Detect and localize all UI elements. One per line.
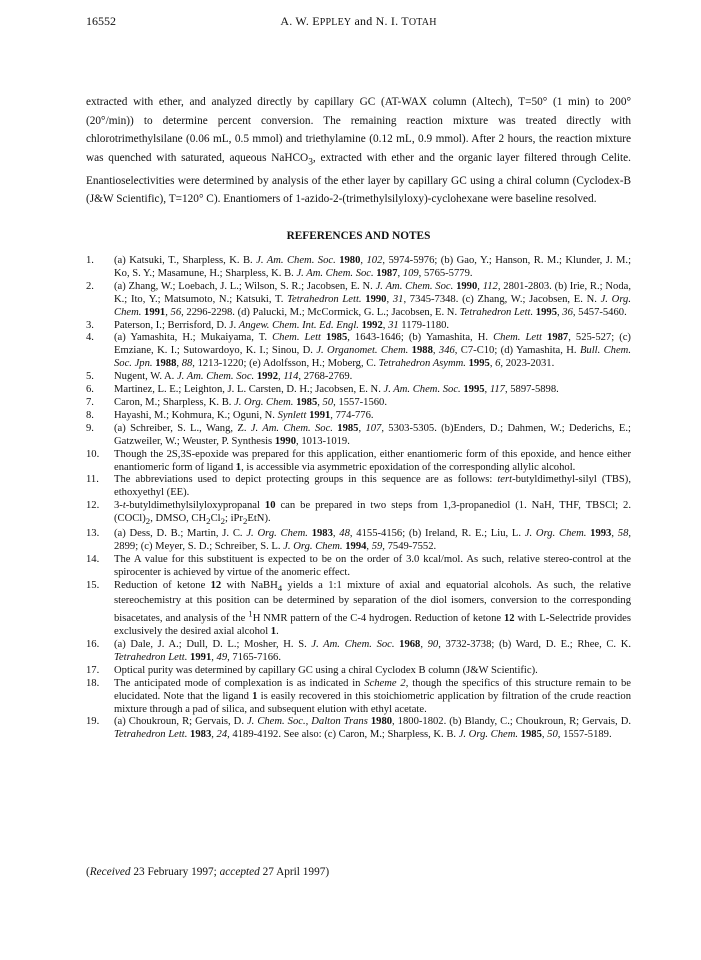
reference-item	[86, 580, 631, 639]
text-run: , 1800-1802. (b) Blandy, C.; Choukroun, R; Gervais, D.	[392, 716, 631, 728]
text-run: (a) Choukroun, R; Gervais, D.	[114, 716, 247, 728]
reference-item	[86, 716, 631, 742]
text-run: with L-Selectride provides exclusively the desired axial alcohol	[114, 613, 631, 638]
text-run: (a) Schreiber, S. L., Wang, Z.	[114, 422, 251, 434]
reference-text	[114, 397, 387, 408]
reference-number: 4.	[86, 332, 94, 344]
text-run: 10	[264, 500, 276, 512]
reference-number: 15.	[86, 579, 100, 591]
reference-text	[114, 474, 631, 498]
text-run: 1	[248, 608, 253, 619]
text-run: Though the 2S,3S-epoxide was prepared for this application, either enantiomeric form of this epoxide, and hence either enantiomeric form of ligand	[114, 448, 631, 473]
text-run: , 774-776.	[330, 409, 374, 421]
text-run: J. Org. Chem.	[458, 729, 519, 741]
text-run: 1990	[456, 280, 478, 292]
reference-number: 5.	[86, 371, 94, 383]
text-run: ,	[386, 293, 393, 305]
text-run: , 7549-7552.	[382, 541, 437, 553]
text-run: J. Org. Chem.	[524, 528, 587, 540]
text-run: 36	[562, 306, 573, 318]
text-run: , 5457-5460.	[572, 306, 627, 318]
text-run: , 5303-5305. (b)Enders, D.; Dahmen, W.; Dederichs, E.; Gatzweiler, W.; Weuster, P. Synthesis	[114, 422, 631, 447]
text-run: Scheme 2	[364, 677, 406, 689]
text-run: Tetrahedron Lett.	[459, 306, 534, 318]
text-run: ,	[489, 358, 496, 370]
text-run: , 1213-1220; (e) Adolfsson, H.; Moberg, C.	[192, 358, 379, 370]
text-run: 31	[388, 319, 399, 331]
reference-number: 16.	[86, 639, 100, 651]
text-run: ,	[317, 396, 323, 408]
text-run: 1985	[520, 729, 542, 741]
reference-number: 8.	[86, 409, 94, 421]
text-run: ; iPr	[225, 513, 243, 525]
reference-item	[86, 528, 631, 554]
text-run: , 1643-1646; (b) Yamashita, H.	[347, 332, 494, 344]
text-run: 50	[322, 396, 334, 408]
text-run: , 7345-7348. (c) Zhang, W.; Jacobsen, E. N.	[403, 293, 601, 305]
text-run: , 1013-1019.	[296, 435, 350, 447]
text-run: Reduction of ketone	[114, 579, 211, 591]
text-run: Synlett	[277, 409, 307, 421]
text-run: Tetrahedron Lett.	[114, 651, 188, 663]
text-run: Tetrahedron Asymm.	[378, 358, 466, 370]
text-run: ,	[176, 358, 182, 370]
text-run: 1	[235, 461, 242, 473]
text-run: , 5897-5898.	[504, 384, 559, 396]
received-label: Received	[89, 866, 131, 878]
reference-text	[114, 554, 631, 578]
text-run: 1980	[370, 716, 393, 728]
reference-text	[114, 281, 631, 318]
received-paren: (	[86, 866, 90, 878]
received-accepted-line	[86, 866, 631, 878]
text-run: , 2768-2769.	[298, 371, 353, 383]
text-run: 1990	[365, 293, 387, 305]
section-title: REFERENCES AND NOTES	[286, 230, 431, 242]
received-paren: )	[325, 866, 330, 878]
reference-item	[86, 397, 631, 410]
text-run: Hayashi, M.; Kohmura, K.; Oguni, N.	[114, 409, 278, 421]
text-run: 117	[489, 384, 505, 396]
text-run: ,	[358, 422, 366, 434]
text-run: , DMSO, CH	[150, 513, 207, 525]
text-run: 107	[365, 422, 382, 434]
reference-number: 11.	[86, 474, 99, 486]
text-run: J. Am. Chem. Soc.	[311, 639, 395, 651]
text-run: 1988	[411, 345, 433, 357]
text-run: J. Am. Chem. Soc.	[375, 280, 454, 292]
text-run: H NMR pattern of the C-4 hydrogen. Reduction of ketone	[252, 613, 504, 625]
text-run: , C7-C10; (d) Yamashita, H.	[454, 345, 580, 357]
reference-text	[114, 423, 631, 447]
text-run: 48	[339, 528, 350, 540]
text-run: Caron, M.; Sharpless, K. B.	[114, 396, 235, 408]
reference-text	[114, 580, 631, 637]
text-run: ,	[477, 280, 483, 292]
text-run: , 2023-2031.	[500, 358, 555, 370]
text-run: , extracted with ether and the organic layer filtered through Celite. Enantioselectivities were determined by analysis of the ether layer by capillary GC using a chiral column (Cyclodex-B (J&W Scientific), T=120° C). Enantiomers of 1-azido-2-(trimethylsilyloxy)-cyclohexane were baseline resolved.	[86, 151, 631, 206]
text-run: J. Organomet. Chem.	[316, 345, 409, 357]
text-run: ,	[541, 729, 548, 741]
text-run: 1995	[463, 384, 485, 396]
text-run: , 5765-5779.	[418, 267, 473, 279]
text-run: 1991	[144, 306, 166, 318]
text-run: 102	[366, 255, 383, 266]
text-run: 1968	[399, 639, 421, 651]
text-run: ,	[278, 371, 284, 383]
text-run: 12	[503, 613, 515, 625]
text-run: 6	[495, 358, 501, 370]
text-run: ,	[556, 306, 563, 318]
text-run: 56	[170, 306, 182, 318]
text-run: 1987	[547, 332, 569, 344]
text-run: 4	[277, 582, 283, 593]
text-run: 114	[283, 371, 299, 383]
reference-number: 17.	[86, 664, 100, 676]
text-run: 31	[392, 293, 404, 305]
text-run: , is accessible via asymmetric epoxidation of the corresponding allylic alcohol.	[241, 461, 576, 473]
text-run: 90	[427, 639, 439, 651]
text-run: ,	[611, 528, 618, 540]
reference-item	[86, 474, 631, 500]
text-run: J. Chem. Soc., Dalton Trans	[246, 716, 368, 728]
text-run: 1995	[468, 358, 490, 370]
text-run: (a) Yamashita, H.; Mukaiyama, T.	[114, 332, 273, 344]
text-run: Martinez, L. E.; Leighton, J. L. Carsten, D. H.; Jacobsen, E. N.	[114, 384, 384, 396]
text-run: The anticipated mode of complexation is as indicated in	[114, 677, 365, 689]
text-run: , 2296-2298. (d) Palucki, M.; McCormick, G. L.; Jacobsen, E. N.	[181, 306, 460, 318]
text-run: (a) Dess, D. B.; Martin, J. C.	[114, 528, 247, 540]
text-run: J. Am. Chem. Soc.	[250, 422, 333, 434]
text-run: ,	[165, 306, 171, 318]
text-run: 1980	[339, 255, 361, 266]
text-run: The abbreviations used to depict protecting groups in this sequence are as follows:	[114, 474, 498, 486]
text-run: Angew. Chem. Int. Ed. Engl.	[238, 319, 359, 331]
text-run: ,	[484, 384, 490, 396]
text-run: 1983	[190, 729, 212, 741]
reference-list	[86, 255, 631, 742]
text-run: , 2801-2803. (b) Irie, R.; Noda, K.; Ito, Y.; Matsumoto, N.; Katsuki, T.	[114, 280, 631, 305]
text-run: 1983	[311, 528, 333, 540]
text-run: , 4155-4156; (b) Ireland, R. E.; Liu, L.	[349, 528, 525, 540]
text-run: can be prepared in two steps from 1,3-propanediol (1. NaH, THF, TBSCl; 2. (COCl)	[114, 500, 631, 525]
text-run: 1179-1180.	[398, 319, 450, 331]
text-run: 1992	[256, 371, 279, 383]
text-run: Nugent, W. A.	[114, 371, 177, 383]
reference-item	[86, 371, 631, 384]
text-run: 1994	[345, 541, 367, 553]
text-run: 1995	[535, 306, 557, 318]
text-run: 2	[220, 516, 225, 527]
text-run: J. Am. Chem. Soc.	[176, 371, 255, 383]
text-run: 1990	[274, 435, 297, 447]
text-run: , 3732-3738; (b) Ward, D. E.; Rhee, C. K.	[438, 639, 632, 651]
text-run: yields a 1:1 mixture of axial and equatorial alcohols. As such, the relative stereochemistry at this position can be determined by separation of the diol isomers, conversion to the corresponding bisacetates, and analysis of the	[114, 579, 631, 625]
text-run: -butyldimethylsilyloxypropanal	[125, 500, 265, 512]
accepted-date: 27 April 1997	[259, 866, 326, 878]
reference-text	[114, 716, 631, 740]
reference-text	[114, 320, 449, 331]
text-run: extracted with ether, and analyzed directly by capillary GC (AT-WAX column (Altech), T=50° (1 min) to 200° (20°/min)) to determine percent conversion. The remaining reaction mixture was treated directly with chlorotrimethylsilane (0.06 mL, 0.5 mmol) and triethylamine (0.12 mL, 0.9 mmol). After 2 hours, the reaction mixture was quenched with saturated, aqueous NaHCO	[86, 96, 631, 164]
reference-item	[86, 255, 631, 281]
text-run: 112	[482, 280, 498, 292]
reference-number: 13.	[86, 528, 100, 540]
text-run: ,	[420, 639, 428, 651]
reference-item	[86, 281, 631, 320]
reference-number: 2.	[86, 280, 94, 292]
text-run: 12	[210, 579, 222, 591]
reference-item	[86, 320, 631, 333]
text-run: , though the specifics of this structure remain to be elucidated. Note that the ligand	[114, 677, 631, 702]
text-run: (a) Dale, J. A.; Dull, D. L.; Mosher, H. S.	[114, 639, 312, 651]
text-run: ,	[211, 729, 217, 741]
reference-item	[86, 639, 631, 665]
running-head-text: and N. I. T	[351, 14, 409, 28]
text-run: , 5974-5976; (b) Gao, Y.; Hanson, R. M.; Klunder, J. M.; Ko, S. Y.; Masamune, H.; Sharpless, K. B.	[114, 255, 632, 279]
reference-text	[114, 678, 631, 715]
text-run: 1987	[376, 267, 398, 279]
text-run: 59	[371, 541, 383, 553]
text-run: 2	[242, 516, 248, 527]
text-run: 3-	[114, 500, 123, 512]
text-run: ,	[360, 255, 367, 266]
text-run: t	[122, 500, 126, 512]
running-head	[86, 14, 631, 29]
text-run: J. Am. Chem. Soc.	[296, 267, 374, 279]
text-run: Chem. Lett	[493, 332, 542, 344]
reference-item	[86, 678, 631, 717]
text-run: ,	[366, 541, 372, 553]
reference-text	[114, 410, 374, 421]
reference-item	[86, 332, 631, 371]
running-head-text: PPLEY	[319, 17, 352, 28]
text-run: J. Org. Chem.	[234, 396, 294, 408]
text-run: 1988	[155, 358, 177, 370]
text-run: 1992	[361, 319, 383, 331]
reference-number: 7.	[86, 396, 94, 408]
text-run: ,	[382, 319, 389, 331]
reference-item	[86, 423, 631, 449]
reference-number: 6.	[86, 384, 94, 396]
text-run: (a) Katsuki, T., Sharpless, K. B.	[114, 255, 257, 266]
text-run: 3	[308, 157, 313, 168]
text-run: 1	[270, 626, 277, 638]
text-run: Tetrahedron Lett.	[287, 293, 362, 305]
text-run: J. Org. Chem.	[283, 541, 343, 553]
text-run: Paterson, I.; Berrisford, D. J.	[114, 319, 239, 331]
text-run: , 525-527; (c) Emziane, K. I.; Sutowardoyo, K. I.; Sinou, D.	[114, 332, 631, 357]
reference-number: 12.	[86, 500, 100, 512]
text-run: 1	[252, 690, 258, 702]
text-run: ,	[432, 345, 439, 357]
text-run: tert	[497, 474, 513, 486]
text-run: , 1557-1560.	[333, 396, 387, 408]
text-run: 1993	[590, 528, 612, 540]
text-run: 1985	[326, 332, 348, 344]
text-run: -butyldimethyl-silyl (TBS), ethoxyethyl (EE).	[114, 474, 631, 499]
text-run: 1985	[296, 396, 318, 408]
reference-text	[114, 528, 631, 552]
accepted-label: accepted	[219, 866, 260, 878]
reference-number: 3.	[86, 319, 94, 331]
text-run: Chem. Lett	[272, 332, 321, 344]
text-run: 58	[617, 528, 629, 540]
text-run: 109	[402, 267, 419, 279]
reference-number: 18.	[86, 677, 100, 689]
reference-number: 10.	[86, 448, 100, 460]
page-header	[86, 14, 631, 32]
text-run: EtN).	[247, 513, 271, 525]
text-run: Optical purity was determined by capillary GC using a chiral Cyclodex B column (J&W Scientific).	[114, 664, 538, 676]
running-head-text: OTAH	[408, 17, 437, 28]
reference-text	[114, 371, 352, 382]
text-run: ,	[397, 267, 403, 279]
text-run: J. Org. Chem.	[114, 293, 632, 318]
reference-text	[114, 332, 631, 369]
reference-number: 19.	[86, 716, 100, 728]
text-run: 1991	[190, 651, 212, 663]
reference-text	[114, 255, 631, 279]
reference-number: 9.	[86, 422, 94, 434]
reference-text	[114, 665, 538, 676]
reference-number: 1.	[86, 255, 94, 266]
text-run: 50	[547, 729, 558, 741]
reference-text	[114, 384, 559, 395]
reference-item	[86, 554, 631, 580]
page-number: 16552	[86, 14, 116, 28]
experimental-paragraph	[86, 93, 631, 209]
reference-text	[114, 639, 631, 663]
text-run: 1991	[309, 409, 331, 421]
text-run: ,	[211, 651, 217, 663]
text-run: with NaBH	[221, 579, 278, 591]
text-run: 49	[216, 651, 228, 663]
text-run: , 1557-5189.	[557, 729, 612, 741]
text-run: 2	[206, 516, 211, 527]
reference-text	[114, 500, 631, 527]
text-run: 24	[216, 729, 228, 741]
text-run: J. Am. Chem. Soc.	[383, 384, 461, 396]
received-date: 23 February 1997;	[130, 866, 220, 878]
reference-text	[114, 449, 631, 473]
text-run: Cl	[210, 513, 221, 525]
text-run: , 4189-4192. See also: (c) Caron, M.; Sharpless, K. B.	[227, 729, 459, 741]
reference-item	[86, 665, 631, 678]
text-run: 2	[145, 516, 151, 527]
reference-number: 14.	[86, 553, 100, 565]
reference-item	[86, 449, 631, 475]
text-run: (a) Zhang, W.; Loebach, J. L.; Wilson, S. R.; Jacobsen, E. N.	[114, 280, 376, 292]
text-run: 88	[181, 358, 193, 370]
text-run: The A value for this substituent is expected to be on the order of 3.0 kcal/mol. As such, relative stereo-control at the spirocenter is achieved by virtue of the anomeric effect.	[114, 553, 631, 578]
text-run: ,	[332, 528, 340, 540]
text-run: J. Am. Chem. Soc.	[256, 255, 336, 266]
text-run: is easily recovered in this stoichiometric application by filtration of the crude reaction mixture through a pad of silica, and subsequent elution with ethyl acetate.	[114, 690, 631, 715]
text-run: Tetrahedron Lett.	[114, 729, 188, 741]
text-run: 346	[438, 345, 455, 357]
reference-item	[86, 410, 631, 423]
text-run: J. Org. Chem.	[246, 528, 308, 540]
text-run: .	[276, 626, 279, 638]
text-run: , 2899; (c) Meyer, S. D.; Schreiber, S. L.	[114, 528, 632, 553]
text-run: , 7165-7166.	[227, 651, 281, 663]
text-run: Bull. Chem. Soc. Jpn.	[114, 345, 631, 370]
running-head-text: A. W. E	[280, 14, 320, 28]
text-run: 1985	[337, 422, 359, 434]
reference-item	[86, 500, 631, 528]
reference-item	[86, 384, 631, 397]
